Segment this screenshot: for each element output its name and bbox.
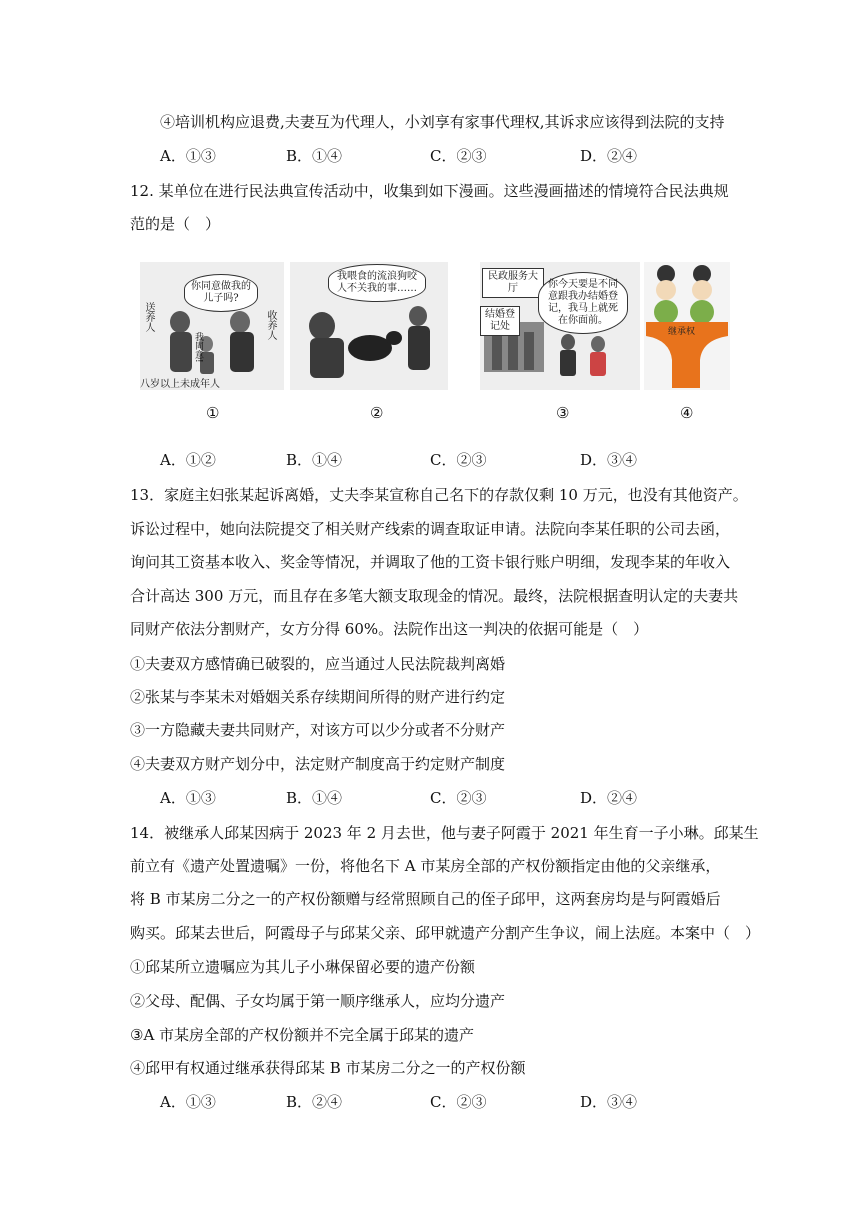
q14-stem-line-2: 前立有《遗产处置遗嘱》一份，将他名下 A 市某房全部的产权份额指定由他的父亲继承， (130, 857, 721, 875)
option-b: B．①④ (286, 789, 343, 807)
q13-item-4: ④夫妻双方财产划分中，法定财产制度高于约定财产制度 (130, 755, 506, 773)
option-d: D．③④ (580, 451, 638, 469)
q14-item-3: ③A 市某房全部的产权份额并不完全属于邱某的遗产 (130, 1026, 475, 1044)
q14-item-2: ②父母、配偶、子女均属于第一顺序继承人，应均分遗产 (130, 992, 506, 1010)
q14-stem-line-4: 购买。邱某去世后，阿霞母子与邱某父亲、邱甲就遗产分割产生争议，闹上法庭。本案中（ ） (130, 924, 761, 942)
q14-stem-line-3: 将 B 市某房二分之一的产权份额赠与经常照顾自己的侄子邱甲，这两套房均是与阿霞婚后 (130, 890, 721, 908)
option-c: C．②③ (430, 789, 487, 807)
q12-stem-line-1: 12. 某单位在进行民法典宣传活动中，收集到如下漫画。这些漫画描述的情境符合民法典规 (130, 182, 729, 200)
panel1-speech-bubble: 你同意做我的儿子吗? (184, 274, 258, 312)
panel3-sign-service-hall: 民政服务大厅 (482, 268, 544, 298)
cartoon-panel-3 (480, 262, 640, 390)
q13-item-1: ①夫妻双方感情确已破裂的，应当通过人民法院裁判离婚 (130, 655, 506, 673)
q13-stem-line-4: 合计高达 300 万元，而且存在多笔大额支取现金的情况。最终，法院根据查明认定的夫妻共 (130, 587, 739, 605)
option-d: D．②④ (580, 147, 638, 165)
panel1-caption: 八岁以上未成年人 (140, 379, 220, 390)
q14-stem-line-1: 14．被继承人邱某因病于 2023 年 2 月去世，他与妻子阿霞于 2021 年生育一子小琳。邱某生 (130, 824, 759, 842)
option-b: B．②④ (286, 1093, 343, 1111)
cartoon-panel-1 (140, 262, 284, 390)
q13-stem-line-5: 同财产依法分割财产，女方分得 60%。法院作出这一判决的依据可能是（ ） (130, 620, 649, 638)
option-d: D．③④ (580, 1093, 638, 1111)
option-c: C．②③ (430, 147, 487, 165)
q13-stem-line-2: 诉讼过程中，她向法院提交了相关财产线索的调查取证申请。法院向李某任职的公司去函， (130, 520, 731, 538)
q13-item-2: ②张某与李某未对婚姻关系存续期间所得的财产进行约定 (130, 688, 506, 706)
panel-number-4: ④ (680, 404, 694, 422)
option-a: A．①③ (160, 1093, 216, 1111)
option-a: A．①③ (160, 147, 216, 165)
panel-number-3: ③ (556, 404, 570, 422)
option-b: B．①④ (286, 451, 343, 469)
panel1-sender-tag: 送养人 (143, 302, 154, 332)
option-a: A．①③ (160, 789, 216, 807)
option-b: B．①④ (286, 147, 343, 165)
panel3-speech-bubble: 你今天要是不同意跟我办结婚登记，我马上就死在你面前。 (538, 272, 628, 334)
q12-stem-line-2: 范的是（ ） (130, 215, 221, 233)
option-c: C．②③ (430, 451, 487, 469)
cartoon-panel-4 (644, 262, 730, 390)
panel4-inheritance-label: 继承权 (668, 327, 696, 337)
option-a: A．①② (160, 451, 216, 469)
q14-item-1: ①邱某所立遗嘱应为其儿子小琳保留必要的遗产份额 (130, 958, 476, 976)
q13-stem-line-3: 询问其工资基本收入、奖金等情况，并调取了他的工资卡银行账户明细，发现李某的年收入 (130, 553, 731, 571)
cartoon-panel-2 (290, 262, 448, 390)
q13-item-3: ③一方隐藏夫妻共同财产，对该方可以少分或者不分财产 (130, 721, 506, 739)
q14-item-4: ④邱甲有权通过继承获得邱某 B 市某房二分之一的产权份额 (130, 1059, 526, 1077)
option-d: D．②④ (580, 789, 638, 807)
panel2-speech-bubble: 我喂食的流浪狗咬人不关我的事…… (328, 264, 426, 302)
option-c: C．②③ (430, 1093, 487, 1111)
q11-item-4: ④培训机构应退费,夫妻互为代理人，小刘享有家事代理权,其诉求应该得到法院的支持 (160, 113, 725, 131)
panel-number-1: ① (206, 404, 220, 422)
panel1-child-reply: 我同意! (193, 332, 203, 363)
panel3-sign-registration: 结婚登记处 (480, 306, 520, 336)
q13-stem-line-1: 13．家庭主妇张某起诉离婚，丈夫李某宣称自己名下的存款仅剩 10 万元，也没有其他资产。 (130, 486, 748, 504)
panel-number-2: ② (370, 404, 384, 422)
panel1-receiver-tag: 收养人 (265, 310, 276, 340)
